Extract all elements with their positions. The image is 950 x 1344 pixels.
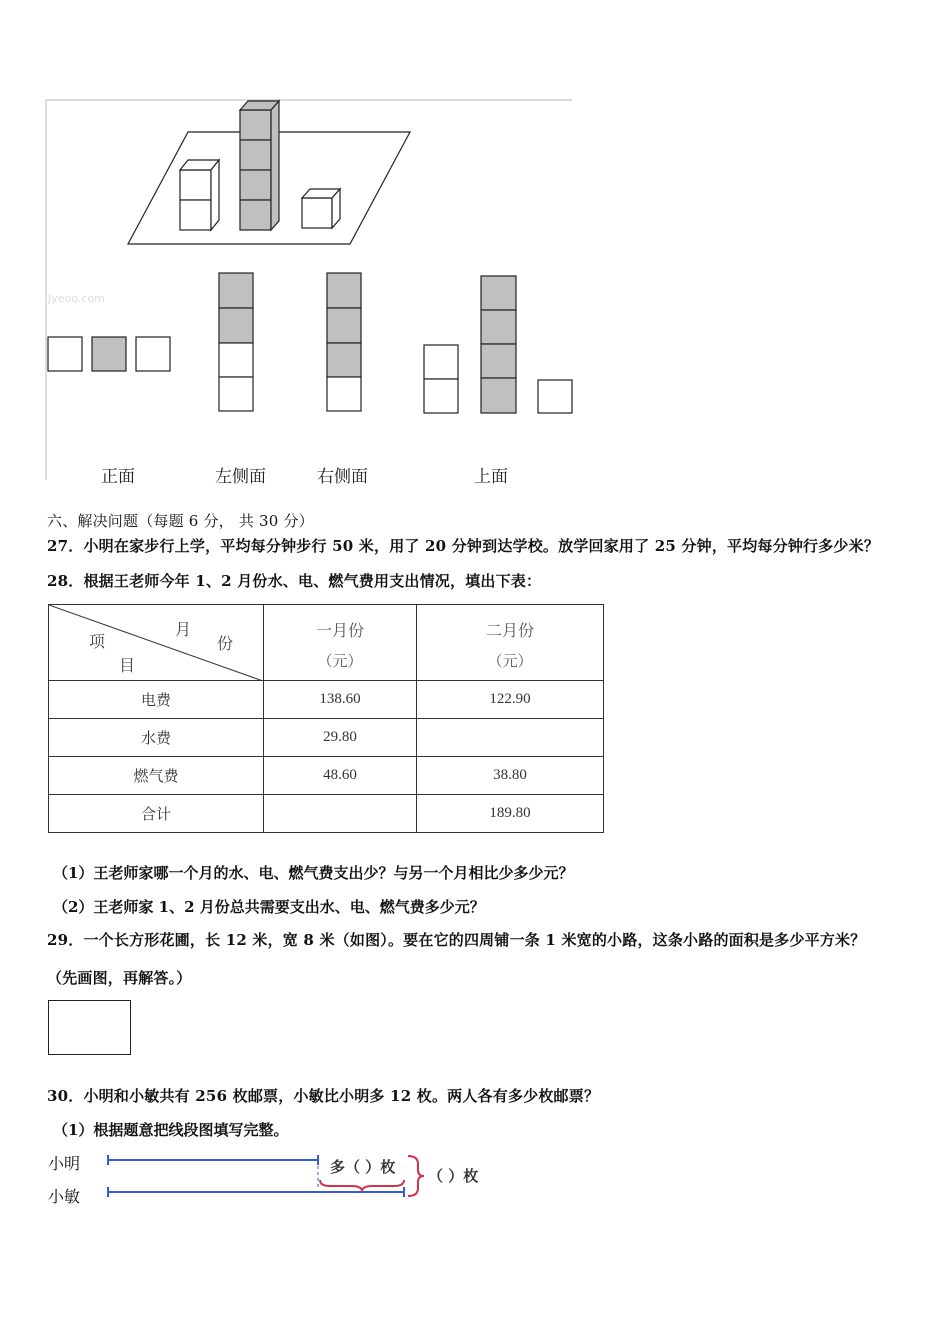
row-label: 燃气费 [49,757,264,795]
label-xiaoming: 小明 [48,1154,81,1173]
question-28-sub2: （2）王老师家 1、2 月份总共需要支出水、电、燃气费多少元？ [53,898,485,916]
view-label-top: 上面 [474,467,508,487]
table-corner-cell [49,605,264,681]
row-feb: 189.80 [417,795,604,833]
row-jan: 48.60 [264,757,417,795]
brace-total [408,1156,424,1196]
question-30-sub1: （1）根据题意把线段图填写完整。 [53,1121,289,1139]
watermark: Jyeoo.com [48,292,105,305]
row-jan: 138.60 [264,681,417,719]
more-count-blank[interactable]: 多（ ）枚 [330,1158,396,1176]
table-row [49,757,604,795]
corner-item-2: 目 [119,658,136,675]
question-27: 27．小明在家步行上学，平均每分钟步行 50 米，用了 20 分钟到达学校。放学回家用了 25 分钟，平均每分钟行多少米？ [47,537,880,555]
total-count-blank[interactable]: （ ）枚 [428,1167,479,1185]
col-feb-name: 二月份 [485,622,534,640]
view-label-left: 左侧面 [215,467,266,487]
cube-stack-center [240,101,279,230]
front-view [48,337,170,371]
corner-item-1: 项 [89,634,106,651]
col-jan-name: 一月份 [315,622,364,640]
view-label-front: 正面 [101,467,135,487]
question-28: 28．根据王老师今年 1、2 月份水、电、燃气费用支出情况，填出下表： [47,572,542,590]
row-feb: 38.80 [417,757,604,795]
row-label: 合计 [49,795,264,833]
cube-views-figure [0,0,950,500]
col-feb-unit: （元） [487,653,533,670]
row-feb: 122.90 [417,681,604,719]
row-feb-blank[interactable] [417,719,604,757]
top-view [424,276,572,413]
table-row [49,719,604,757]
col-jan-unit: （元） [317,653,363,670]
question-28-sub1: （1）王老师家哪一个月的水、电、燃气费支出少？与另一个月相比少多少元？ [53,864,574,882]
row-label: 电费 [49,681,264,719]
cube-stack-left [180,160,219,230]
section-title: 六、解决问题（每题 6 分， 共 30 分） [47,512,314,530]
fee-table [48,604,604,833]
table-row [49,681,604,719]
cube-single-right [302,189,340,228]
col-header-jan [264,605,417,681]
left-side-view [219,273,253,411]
right-side-view [327,273,361,411]
view-label-right: 右侧面 [317,467,368,487]
corner-month-2: 份 [217,636,234,653]
question-30: 30．小明和小敏共有 256 枚邮票，小敏比小明多 12 枚。两人各有多少枚邮票？ [47,1087,600,1105]
row-label: 水费 [49,719,264,757]
col-header-feb [417,605,604,681]
corner-month-1: 月 [175,622,192,639]
row-jan: 29.80 [264,719,417,757]
question-29: 29．一个长方形花圃，长 12 米，宽 8 米（如图）。要在它的四周铺一条 1 米宽的小路，这条小路的面积是多少平方米？ [47,931,866,949]
question-29-note: （先画图，再解答。） [47,969,192,987]
label-xiaomin: 小敏 [48,1187,81,1206]
brace-more [320,1180,404,1190]
table-row [49,795,604,833]
row-jan-blank[interactable] [264,795,417,833]
flowerbed-rectangle [48,1000,131,1055]
